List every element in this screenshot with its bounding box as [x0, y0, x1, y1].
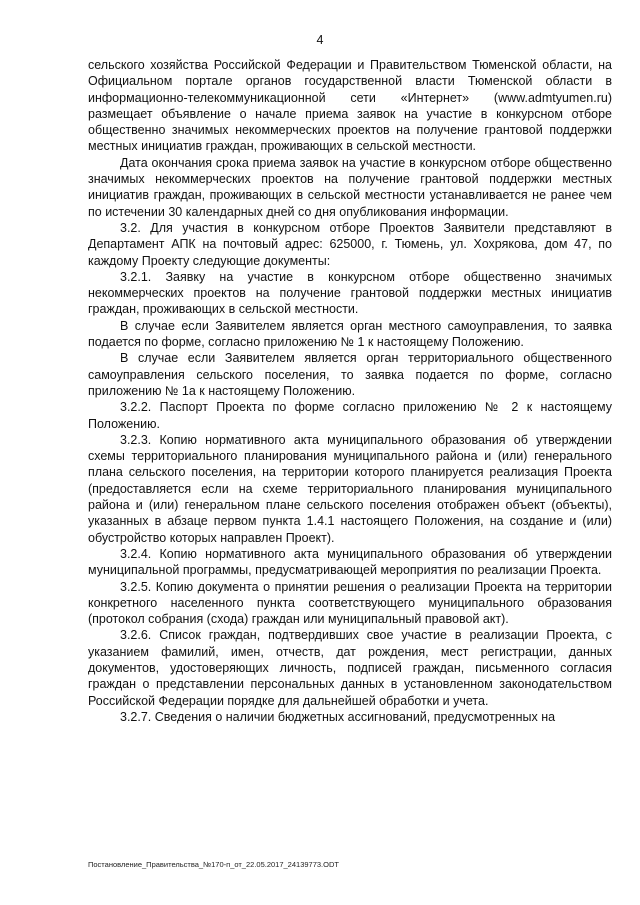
paragraph: сельского хозяйства Российской Федерации и Правительством Тюменской области, на Официальном портале органов государственной власти Тюменской области в информационно-телекоммуникационной сети «Интернет» (www.admtyumen.ru) размещает объявление о начале приема заявок на участие в конкурсном отборе общественно значимых некоммерческих проектов на получение грантовой поддержки местных инициатив граждан, проживающих в сельской местности.: [88, 58, 612, 154]
paragraph: В случае если Заявителем является орган местного самоуправления, то заявка подается по форме, согласно приложению № 1 к настоящему Положению.: [88, 318, 612, 350]
paragraph: 3.2.5. Копию документа о принятии решения о реализации Проекта на территории конкретного населенного пункта соответствующего муниципального образования (протокол собрания (схода) граждан или муниципальный правовой акт).: [88, 579, 612, 627]
paragraph: 3.2.7. Сведения о наличии бюджетных ассигнований, предусмотренных на: [120, 709, 556, 724]
paragraph: 3.2.1. Заявку на участие в конкурсном отборе общественно значимых некоммерческих проектов на получение грантовой поддержки местных инициатив граждан, проживающих в сельской местности.: [88, 269, 612, 317]
paragraph: Дата окончания срока приема заявок на участие в конкурсном отборе общественно значимых некоммерческих проектов на получение грантовой поддержки местных инициатив граждан, проживающих в сельской местности устанавливается не ранее чем по истечении 30 календарных дней со дня опубликования информации.: [88, 155, 612, 219]
paragraph: 3.2.6. Список граждан, подтвердивших свое участие в реализации Проекта, с указанием фамилий, имен, отчеств, дат рождения, мест регистрации, данных документов, удостоверяющих личность, подписей граждан, письменного согласия граждан о представлении персональных данных в установленном законодательством Российской Федерации порядке для дальнейшей обработки и учета.: [88, 628, 612, 708]
footer-filename: Постановление_Правительства_№170-п_от_22.05.2017_24139773.ODT: [88, 860, 339, 869]
paragraph: В случае если Заявителем является орган территориального общественного самоуправления сельского поселения, то заявка подается по форме, согласно приложению № 1а к настоящему Положению.: [88, 351, 612, 398]
page-number: 4: [316, 33, 324, 47]
paragraph: 3.2. Для участия в конкурсном отборе Проектов Заявители представляют в Департамент АПК на почтовый адрес: 625000, г. Тюмень, ул. Хохрякова, дом 47, по каждому Проекту следующие документы:: [88, 220, 612, 268]
paragraph: 3.2.4. Копию нормативного акта муниципального образования об утверждении муниципальной программы, предусматривающей мероприятия по реализации Проекта.: [88, 546, 612, 578]
paragraph: 3.2.2. Паспорт Проекта по форме согласно приложению № 2 к настоящему Положению.: [88, 400, 612, 431]
paragraph: 3.2.3. Копию нормативного акта муниципального образования об утверждении схемы территориального планирования муниципального района и (или) генерального плана сельского поселения, на территории которого планируется реализация Проекта (предоставляется если на схеме территориального планирования муниципального района и (или) генеральном плане сельского поселения отображен объект (объекты), указанных в абзаце первом пункта 1.4.1 настоящего Положения, на создание и (или) обустройство которых направлен Проект).: [88, 432, 612, 545]
document-body: [88, 57, 612, 725]
